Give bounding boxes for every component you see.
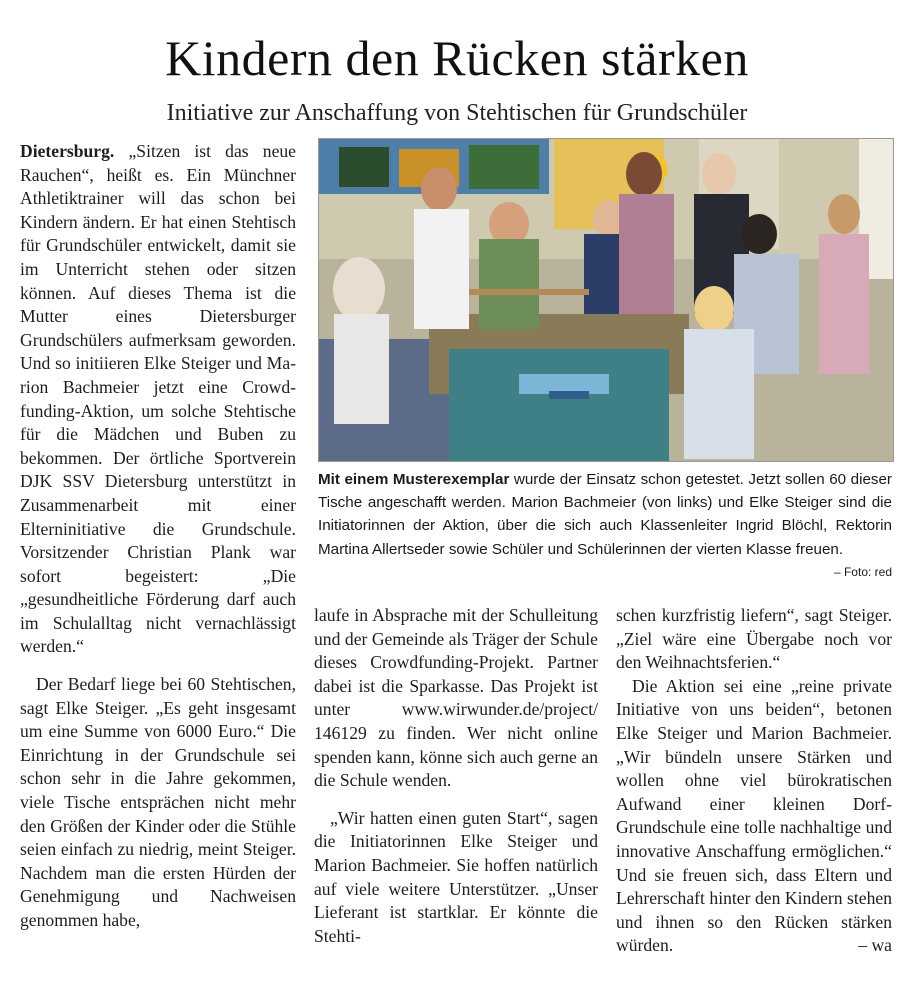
author-signature: – wa bbox=[858, 935, 892, 956]
article-column-3 bbox=[616, 604, 892, 958]
photo-caption bbox=[318, 468, 892, 584]
caption-text: wurde der Einsatz schon getestet. Jetzt sollen 60 dieser Tische angeschafft werden. Marion Bachmeier (von links) und Elke Steiger sind die Initiatorinnen der Aktion, über die sich auch Klassenleiter Ingrid Blöchl, Rektorin Martina Allertseder sowie Schüler und Schülerinnen der vierten Klasse freuen. bbox=[318, 471, 892, 558]
paragraph-text: „Sitzen ist das neue Rauchen“, heißt es. Ein Münchner Athletiktrainer will das schon bei Kindern ändern. Er hat einen Stehtisch für Grundschüler entwickelt, damit sie im Unterricht stehen oder sitzen können. Auf dieses Thema ist die Mutter eines Dietersburger Grundschülers aufmerksam geworden. Und so initiieren Elke Steiger und Marion Bachmeier jetzt eine Crowdfunding-Aktion, um solche Stehtische für die Mädchen und Buben zu bekommen. Der örtliche Sportverein DJK SSV Dietersburg unterstützt in Zusammenarbeit mit einer Elterninitiative die Grundschule. Vorsitzender Christian Plank war sofort begeistert: „Die „gesundheitliche Förderung darf auch im Schulalltag nicht vernachlässigt werden.“ bbox=[20, 141, 296, 657]
photo-credit: – Foto: red bbox=[833, 564, 892, 579]
paragraph: laufe in Absprache mit der Schulleitung und der Gemeinde als Träger der Schule dieses Crowdfunding-Projekt. Partner dabei ist die Sparkasse. Das Projekt ist unter www.wirwunder.de/project/ 146129 zu finden. Wer nicht online spenden kann, könne sich auch gerne an die Schule wenden. bbox=[314, 605, 598, 791]
paragraph: „Wir hatten einen guten Start“, sagen die Initiatorinnen Elke Steiger und Marion Bachmeier. Sie hoffen natürlich auf viele weitere Unterstützer. „Unser Lieferant ist startklar. Er könnte die Stehti- bbox=[314, 807, 598, 946]
classroom-photo-illustration bbox=[319, 139, 893, 461]
paragraph: schen kurzfristig liefern“, sagt Steiger. „Ziel wäre eine Übergabe noch vor den Weihnachtsferien.“ bbox=[616, 605, 892, 673]
paragraph bbox=[616, 675, 892, 958]
subheadline: Initiative zur Anschaffung von Stehtischen für Grundschüler bbox=[166, 100, 748, 126]
paragraph: Der Bedarf liege bei 60 Stehtischen, sagt Elke Steiger. „Es geht insgesamt um eine Summe von 6000 Euro.“ Die Einrichtung in der Grundschule sei schon sehr in die Jahre gekommen, viele Tische entsprächen nicht mehr den Größen der Kinder oder die Stühle seien einfach zu niedrig, meint Steiger. Nachdem man die ersten Hürden der Genehmigung und Nachweisen genommen habe, bbox=[20, 674, 296, 930]
caption-lead: Mit einem Musterexemplar bbox=[318, 471, 510, 488]
article-column-1 bbox=[20, 140, 296, 933]
article-photo bbox=[318, 138, 894, 462]
headline: Kindern den Rücken stärken bbox=[165, 30, 749, 86]
article-column-2 bbox=[314, 604, 598, 948]
dateline: Dietersburg. bbox=[20, 141, 115, 161]
paragraph bbox=[20, 140, 296, 659]
paragraph-text: Die Aktion sei eine „reine private Initiative von uns beiden“, betonen Elke Steiger und Marion Bachmeier. „Wir bündeln unsere Stärken und wollen ohne viel bürokratischen Aufwand einer kleinen Dorf-Grundschule eine tolle nachhaltige und innovative Anschaffung ermöglichen.“ Und sie freuen sich, dass Eltern und Lehrerschaft hinter den Kindern stehen und ihnen so den Rücken stärken würden. bbox=[616, 675, 892, 956]
